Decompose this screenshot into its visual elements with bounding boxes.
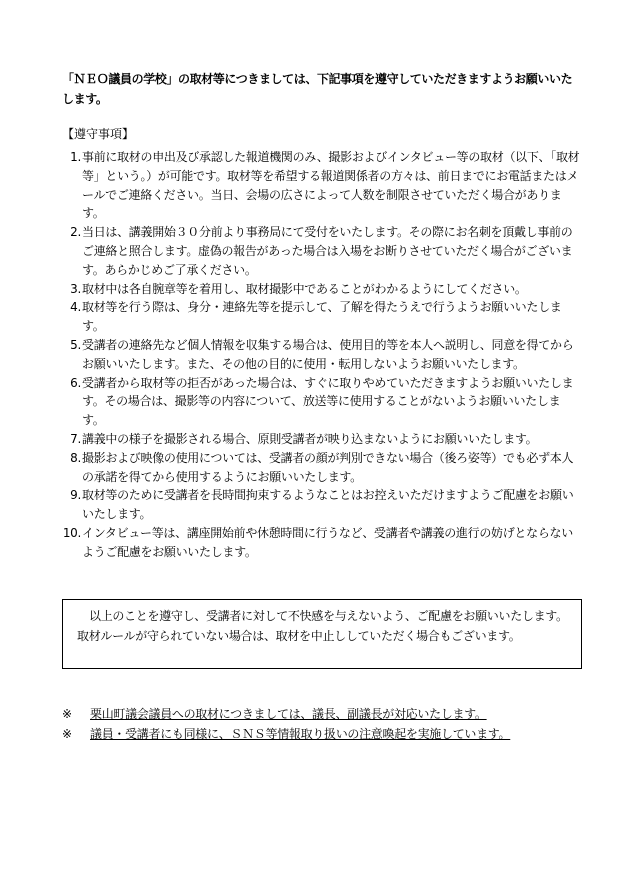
rule-text: 撮影および映像の使用については、受講者の顔が判別できない場合（後ろ姿等）でも必ず本人の承諾を得てから使用するようにお願いいたします。 [82, 450, 574, 484]
rule-text: 取材等のために受講者を長時間拘束するようなことはお控えいただけますようご配慮をお願いいたします。 [82, 488, 574, 522]
rule-item [60, 223, 582, 279]
note-mark: ※ [62, 707, 72, 721]
note-item [62, 724, 582, 744]
note-item [62, 704, 582, 724]
rule-item [60, 430, 582, 449]
rule-text: 受講者から取材等の拒否があった場合は、すぐに取りやめていただきますようお願いいたします。その場合は、撮影等の内容について、放送等に使用することがないようお願いいたします。 [82, 375, 574, 428]
rule-text: 事前に取材の申出及び承認した報道機関のみ、撮影およびインタビュー等の取材（以下、「取材等」という。）が可能です。取材等を希望する報道関係者の方々は、前日までにお電話またはメールでご連絡ください。当日、会場の広さによって人数を制限させていただく場合があります。 [82, 150, 580, 221]
rule-item [60, 148, 582, 223]
intro-paragraph: 「ＮＥＯ議員の学校」の取材等につきましては、下記事項を遵守していただきますようお願いいたします。 [62, 72, 573, 106]
rule-number: 1. [70, 150, 81, 164]
rule-number: 9. [70, 488, 81, 503]
rule-text: 受講者の連絡先など個人情報を収集する場合は、使用目的等を本人へ説明し、同意を得てからお願いいたします。また、その他の目的に使用・転用しないようお願いいたします。 [82, 337, 574, 371]
rule-number: 6. [70, 375, 81, 390]
rule-item [60, 298, 582, 336]
rule-text: インタビュー等は、講座開始前や休憩時間に行うなど、受講者や講義の進行の妨げとならないようご配慮をお願いいたします。 [82, 525, 573, 559]
section-title: 【遵守事項】 [62, 127, 135, 141]
rule-item [60, 374, 582, 430]
rule-item [60, 280, 582, 299]
rule-text: 当日は、講義開始３０分前より事務局にて受付をいたします。その際にお名刺を頂戴し事前のご連絡と照合します。虚偽の報告があった場合は入場をお断りさせていただく場合がございます。あらかじめご了承ください。 [82, 225, 573, 277]
summary-box: 以上のことを遵守し、受講者に対して不快感を与えないよう、ご配慮をお願いいたします。取材ルールが守られていない場合は、取材を中止ししていただく場合もございます。 [62, 599, 582, 669]
rule-number: 10. [62, 525, 81, 540]
rule-number: 4. [70, 300, 81, 315]
rule-item [60, 486, 582, 524]
rule-text: 取材中は各自腕章等を着用し、取材撮影中であることがわかるようにしてください。 [82, 281, 527, 296]
rule-number: 7. [70, 431, 81, 446]
rule-number: 3. [70, 281, 81, 296]
rule-text: 講義中の様子を撮影される場合、原則受講者が映り込まないようにお願いいたします。 [82, 431, 538, 446]
rules-list [60, 148, 582, 562]
rule-text: 取材等を行う際は、身分・連絡先等を提示して、了解を得たうえで行うようお願いいたします。 [82, 300, 562, 334]
rule-number: 5. [70, 337, 81, 352]
rule-item [60, 449, 582, 487]
rule-number: 2. [70, 225, 81, 240]
notes [62, 704, 582, 744]
note-mark: ※ [62, 727, 72, 741]
rule-item [60, 524, 582, 562]
note-text: 栗山町議会議員への取材につきましては、議長、副議長が対応いたします。 [90, 707, 487, 721]
rule-number: 8. [70, 450, 81, 465]
note-text: 議員・受講者にも同様に、ＳＮＳ等情報取り扱いの注意喚起を実施しています。 [90, 727, 511, 741]
rule-item [60, 336, 582, 374]
